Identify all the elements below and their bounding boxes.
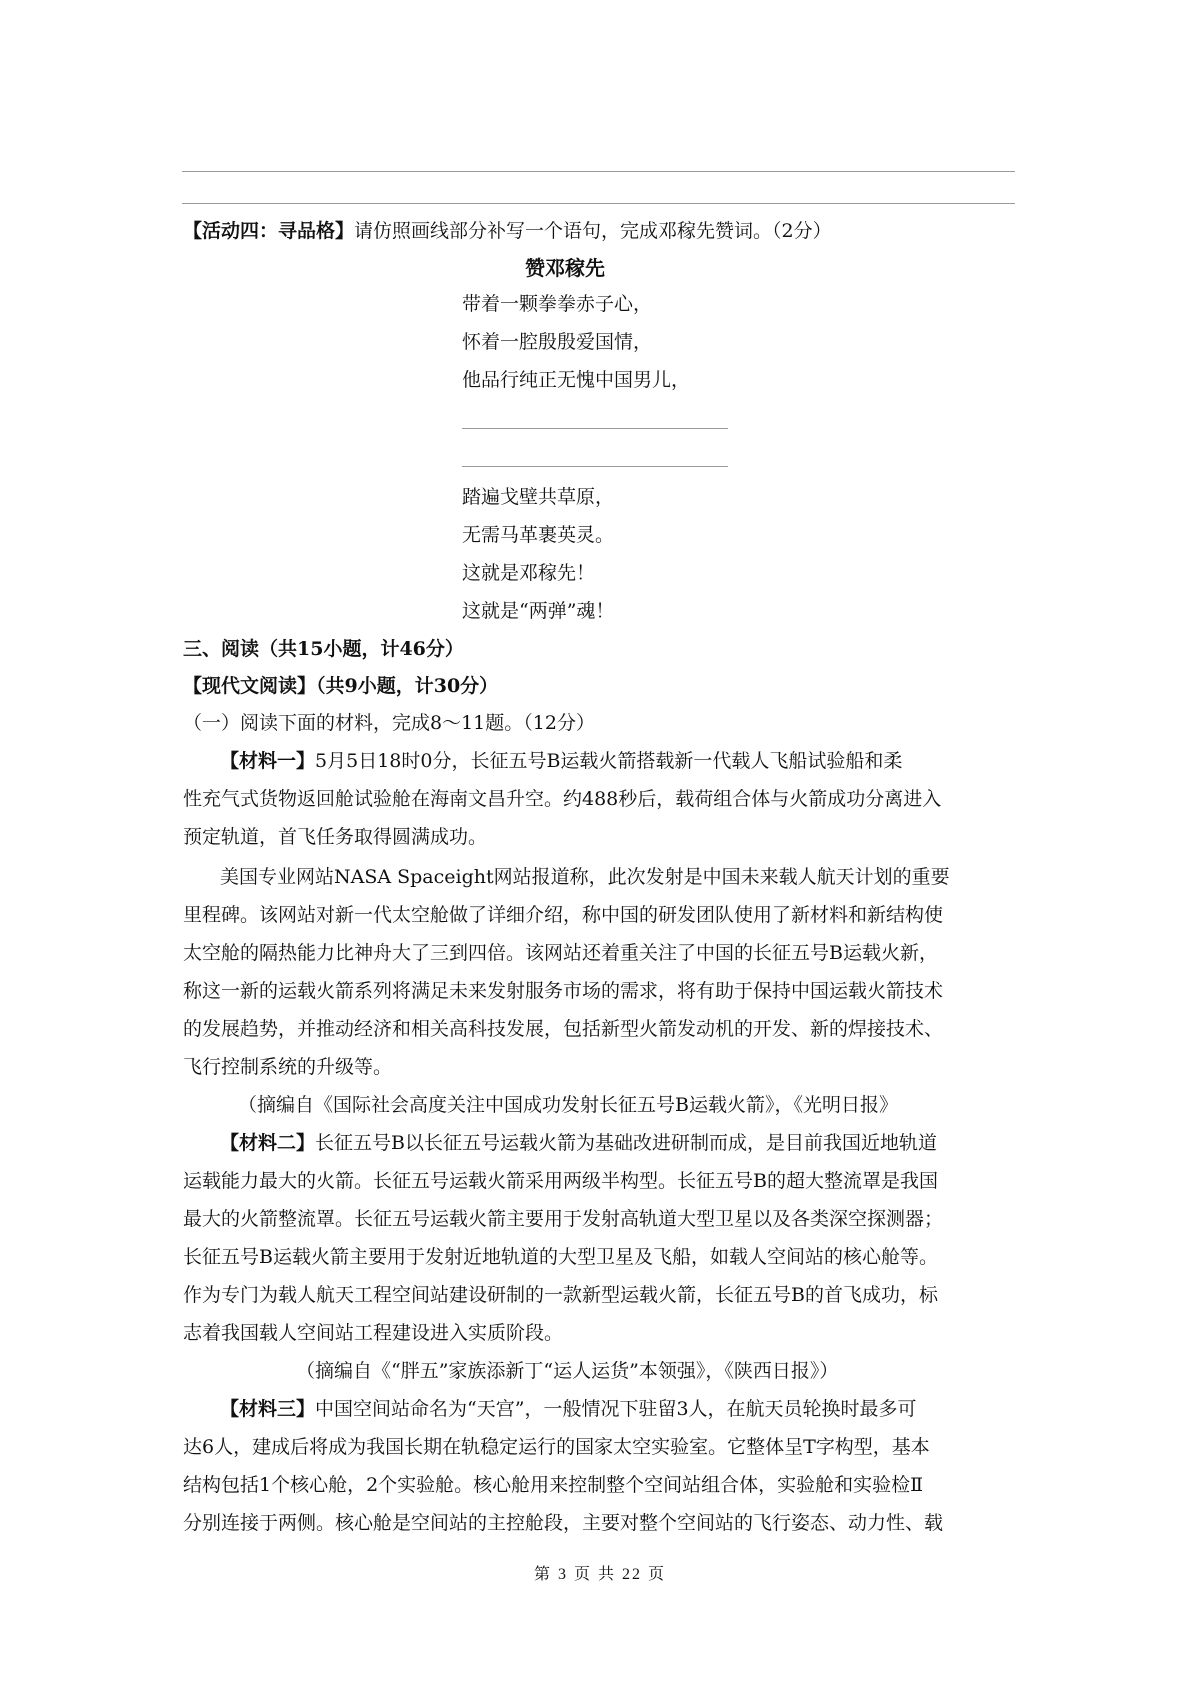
material1-para2-line: 太空舱的隔热能力比神舟大了三到四倍。该网站还着重关注了中国的长征五号B运载火新， xyxy=(183,942,938,964)
part1-instruction: （一）阅读下面的材料，完成8～11题。（12分） xyxy=(183,712,595,734)
material3-line xyxy=(220,1397,1070,1421)
poem-title: 赞邓稼先 xyxy=(525,256,605,280)
material2-source: （摘编自《“胖五”家族添新丁“运人运货”本领强》，《陕西日报》） xyxy=(296,1360,839,1382)
material1-source: （摘编自《国际社会高度关注中国成功发射长征五号B运载火箭》，《光明日报》 xyxy=(238,1094,898,1116)
material2-line: 最大的火箭整流罩。长征五号运载火箭主要用于发射高轨道大型卫星以及各类深空探测器； xyxy=(183,1208,944,1230)
material3-line: 分别连接于两侧。核心舱是空间站的主控舱段，主要对整个空间站的飞行姿态、动力性、载 xyxy=(183,1512,944,1534)
material1-para2-line: 里程碑。该网站对新一代太空舱做了详细介绍，称中国的研发团队使用了新材料和新结构使 xyxy=(183,904,944,926)
material1-line: 预定轨道，首飞任务取得圆满成功。 xyxy=(183,826,488,848)
material1-para2-line: 称这一新的运载火箭系列将满足未来发射服务市场的需求，将有助于保持中国运载火箭技术 xyxy=(183,980,944,1002)
poem-line: 他品行纯正无愧中国男儿， xyxy=(462,369,691,391)
answer-line xyxy=(182,171,1015,172)
material1-line xyxy=(220,749,1070,773)
poem-line: 这就是邓稼先！ xyxy=(462,562,596,584)
poem-line: 带着一颗拳拳赤子心， xyxy=(462,293,653,315)
material3-label: 【材料三】 xyxy=(220,1398,316,1420)
material1-text: 5月5日18时0分，长征五号B运载火箭搭载新一代载人飞船试验船和柔 xyxy=(315,750,903,772)
poem-line: 无需马革裹英灵。 xyxy=(462,524,615,546)
material1-para2-line: 飞行控制系统的升级等。 xyxy=(183,1056,393,1078)
material1-line: 性充气式货物返回舱试验舱在海南文昌升空。约488秒后，载荷组合体与火箭成功分离进入 xyxy=(183,788,942,810)
material1-para2-line: 美国专业网站NASA Spaceight网站报道称，此次发射是中国未来载人航天计划的重要 xyxy=(220,866,950,888)
poem-line: 这就是“两弹”魂！ xyxy=(462,600,615,622)
material2-line: 长征五号B运载火箭主要用于发射近地轨道的大型卫星及飞船，如载人空间站的核心舱等。 xyxy=(183,1246,938,1268)
section3-title: 三、阅读（共15小题，计46分） xyxy=(183,638,464,660)
material2-line: 作为专门为载人航天工程空间站建设研制的一款新型运载火箭，长征五号B的首飞成功，标 xyxy=(183,1284,938,1306)
activity4-instruction: 请仿照画线部分补写一个语句，完成邓稼先赞词。（2分） xyxy=(354,220,832,242)
material1-para2-line: 的发展趋势，并推动经济和相关高科技发展，包括新型火箭发动机的开发、新的焊接技术、 xyxy=(183,1018,944,1040)
activity4-heading: 【活动四：寻品格】 xyxy=(183,220,355,242)
activity4-prompt xyxy=(183,219,1033,243)
material3-text: 中国空间站命名为“天宫”，一般情况下驻留3人，在航天员轮换时最多可 xyxy=(315,1398,917,1420)
material2-line: 志着我国载人空间站工程建设进入实质阶段。 xyxy=(183,1322,564,1344)
poem-blank-line xyxy=(462,466,728,467)
material2-label: 【材料二】 xyxy=(220,1132,316,1154)
material3-line: 结构包括1个核心舱，2个实验舱。核心舱用来控制整个空间站组合体，实验舱和实验检Ⅱ xyxy=(183,1474,924,1496)
material2-line xyxy=(220,1131,1070,1155)
modern-reading-title: 【现代文阅读】（共9小题，计30分） xyxy=(183,675,499,697)
page-number: 第 3 页 共 22 页 xyxy=(533,1566,666,1583)
material3-line: 达6人，建成后将成为我国长期在轨稳定运行的国家太空实验室。它整体呈T字构型，基本 xyxy=(183,1436,930,1458)
material2-line: 运载能力最大的火箭。长征五号运载火箭采用两级半构型。长征五号B的超大整流罩是我国 xyxy=(183,1170,938,1192)
poem-line: 怀着一腔殷殷爱国情， xyxy=(462,331,653,353)
answer-line xyxy=(182,203,1015,204)
material2-text: 长征五号B以长征五号运载火箭为基础改进研制而成，是目前我国近地轨道 xyxy=(315,1132,937,1154)
material1-label: 【材料一】 xyxy=(220,750,316,772)
poem-line: 踏遍戈壁共草原， xyxy=(462,486,615,508)
poem-blank-line xyxy=(462,428,728,429)
